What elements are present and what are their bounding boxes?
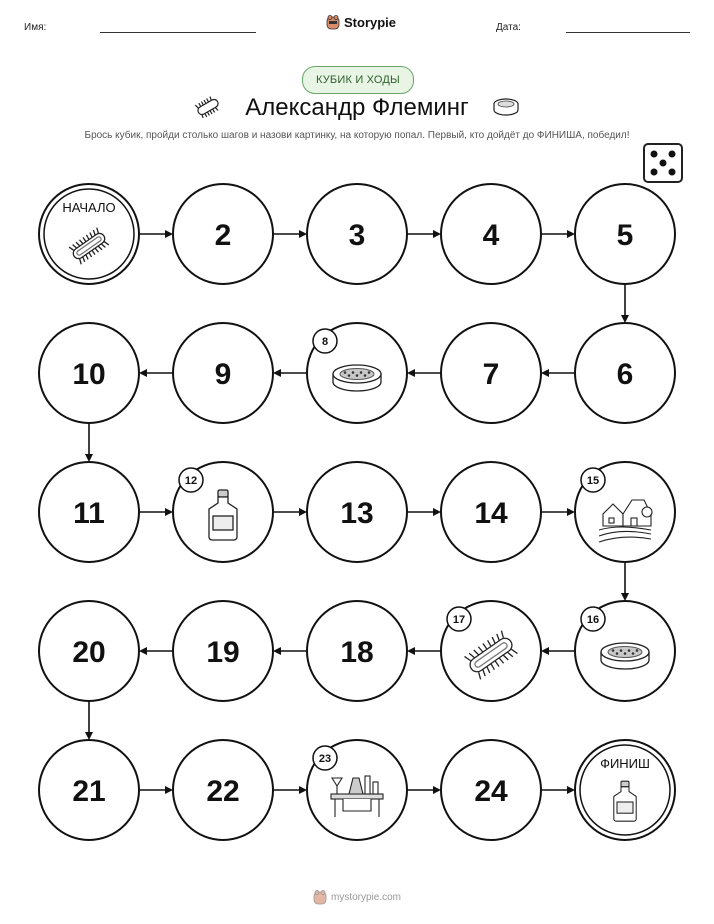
space-number: 18	[340, 636, 374, 669]
path-arrow	[541, 647, 575, 655]
board-space-4	[441, 184, 541, 284]
path-arrow	[85, 423, 93, 462]
activity-badge: КУБИК И ХОДЫ	[302, 66, 414, 94]
instructions: Брось кубик, пройди столько шагов и назови картинку, на которую попал. Первый, кто дойдёт до ФИНИША, победил!	[84, 130, 630, 141]
space-number: 6	[616, 358, 634, 391]
petri-dish-icon	[333, 365, 381, 391]
space-number: 9	[214, 358, 232, 391]
board-space-6	[575, 323, 675, 423]
path-arrow	[407, 647, 441, 655]
space-number: 19	[206, 636, 240, 669]
path-arrow	[139, 508, 173, 516]
path-arrow	[407, 786, 441, 794]
board-space-8	[307, 323, 407, 423]
path-arrow	[273, 369, 307, 377]
space-number: 14	[474, 497, 508, 530]
space-number: 16	[586, 614, 600, 626]
space-number: 5	[616, 219, 634, 252]
path-arrow	[139, 230, 173, 238]
path-arrow	[273, 508, 307, 516]
board-space-16	[575, 601, 675, 701]
board-space-20	[39, 601, 139, 701]
board-space-10	[39, 323, 139, 423]
footer	[0, 889, 714, 905]
board-space-5	[575, 184, 675, 284]
board-space-11	[39, 462, 139, 562]
space-number: 10	[72, 358, 106, 391]
board-space-17	[441, 601, 541, 701]
board-space-12	[173, 462, 273, 562]
space-number-badge	[313, 746, 337, 770]
board-space-19	[173, 601, 273, 701]
space-number: 20	[72, 636, 106, 669]
date-label: Дата:	[496, 22, 521, 33]
path-arrow	[621, 562, 629, 601]
board-space-13	[307, 462, 407, 562]
footer-url: mystorypie.com	[330, 891, 401, 903]
path-arrow	[273, 786, 307, 794]
space-number-badge	[581, 468, 605, 492]
space-number: 8	[321, 336, 329, 348]
path-arrow	[541, 369, 575, 377]
space-number: 11	[73, 497, 105, 530]
space-number: 17	[452, 614, 466, 626]
space-number: 4	[482, 219, 500, 252]
space-number: 2	[214, 219, 232, 252]
board-space-25	[575, 740, 675, 840]
storypie-mascot-icon	[313, 889, 327, 905]
path-arrow	[273, 647, 307, 655]
path-arrow	[541, 508, 575, 516]
board-space-23	[307, 740, 407, 840]
path-arrow	[139, 786, 173, 794]
petri-dish-icon	[601, 643, 649, 669]
path-arrow	[541, 230, 575, 238]
board-space-7	[441, 323, 541, 423]
board-space-9	[173, 323, 273, 423]
path-arrow	[85, 701, 93, 740]
space-number: 24	[474, 775, 508, 808]
space-number: 21	[72, 775, 106, 808]
space-number: 23	[318, 753, 332, 765]
board-space-2	[173, 184, 273, 284]
start-label: НАЧАЛО	[62, 200, 116, 215]
space-number: 3	[348, 219, 366, 252]
space-number: 22	[206, 775, 240, 808]
board-space-18	[307, 601, 407, 701]
path-arrow	[407, 508, 441, 516]
space-number-badge	[179, 468, 203, 492]
page-title: Александр Флеминг	[245, 94, 469, 121]
board-space-3	[307, 184, 407, 284]
board-space-22	[173, 740, 273, 840]
board-space-21	[39, 740, 139, 840]
path-arrow	[139, 647, 173, 655]
board-space-15	[575, 462, 675, 562]
finish-label: ФИНИШ	[600, 756, 650, 771]
space-number-badge	[447, 607, 471, 631]
board-space-1	[39, 184, 139, 284]
path-arrow	[621, 284, 629, 323]
brand-name: Storypie	[344, 14, 397, 30]
path-arrow	[139, 369, 173, 377]
board-space-14	[441, 462, 541, 562]
space-number: 12	[184, 475, 198, 487]
board-space-24	[441, 740, 541, 840]
space-number: 13	[340, 497, 374, 530]
space-number-badge	[581, 607, 605, 631]
space-number: 7	[482, 358, 500, 391]
path-arrow	[541, 786, 575, 794]
path-arrow	[407, 230, 441, 238]
space-number-badge	[313, 329, 337, 353]
space-number: 15	[586, 475, 600, 487]
path-arrow	[273, 230, 307, 238]
name-label: Имя:	[24, 22, 47, 33]
path-arrow	[407, 369, 441, 377]
